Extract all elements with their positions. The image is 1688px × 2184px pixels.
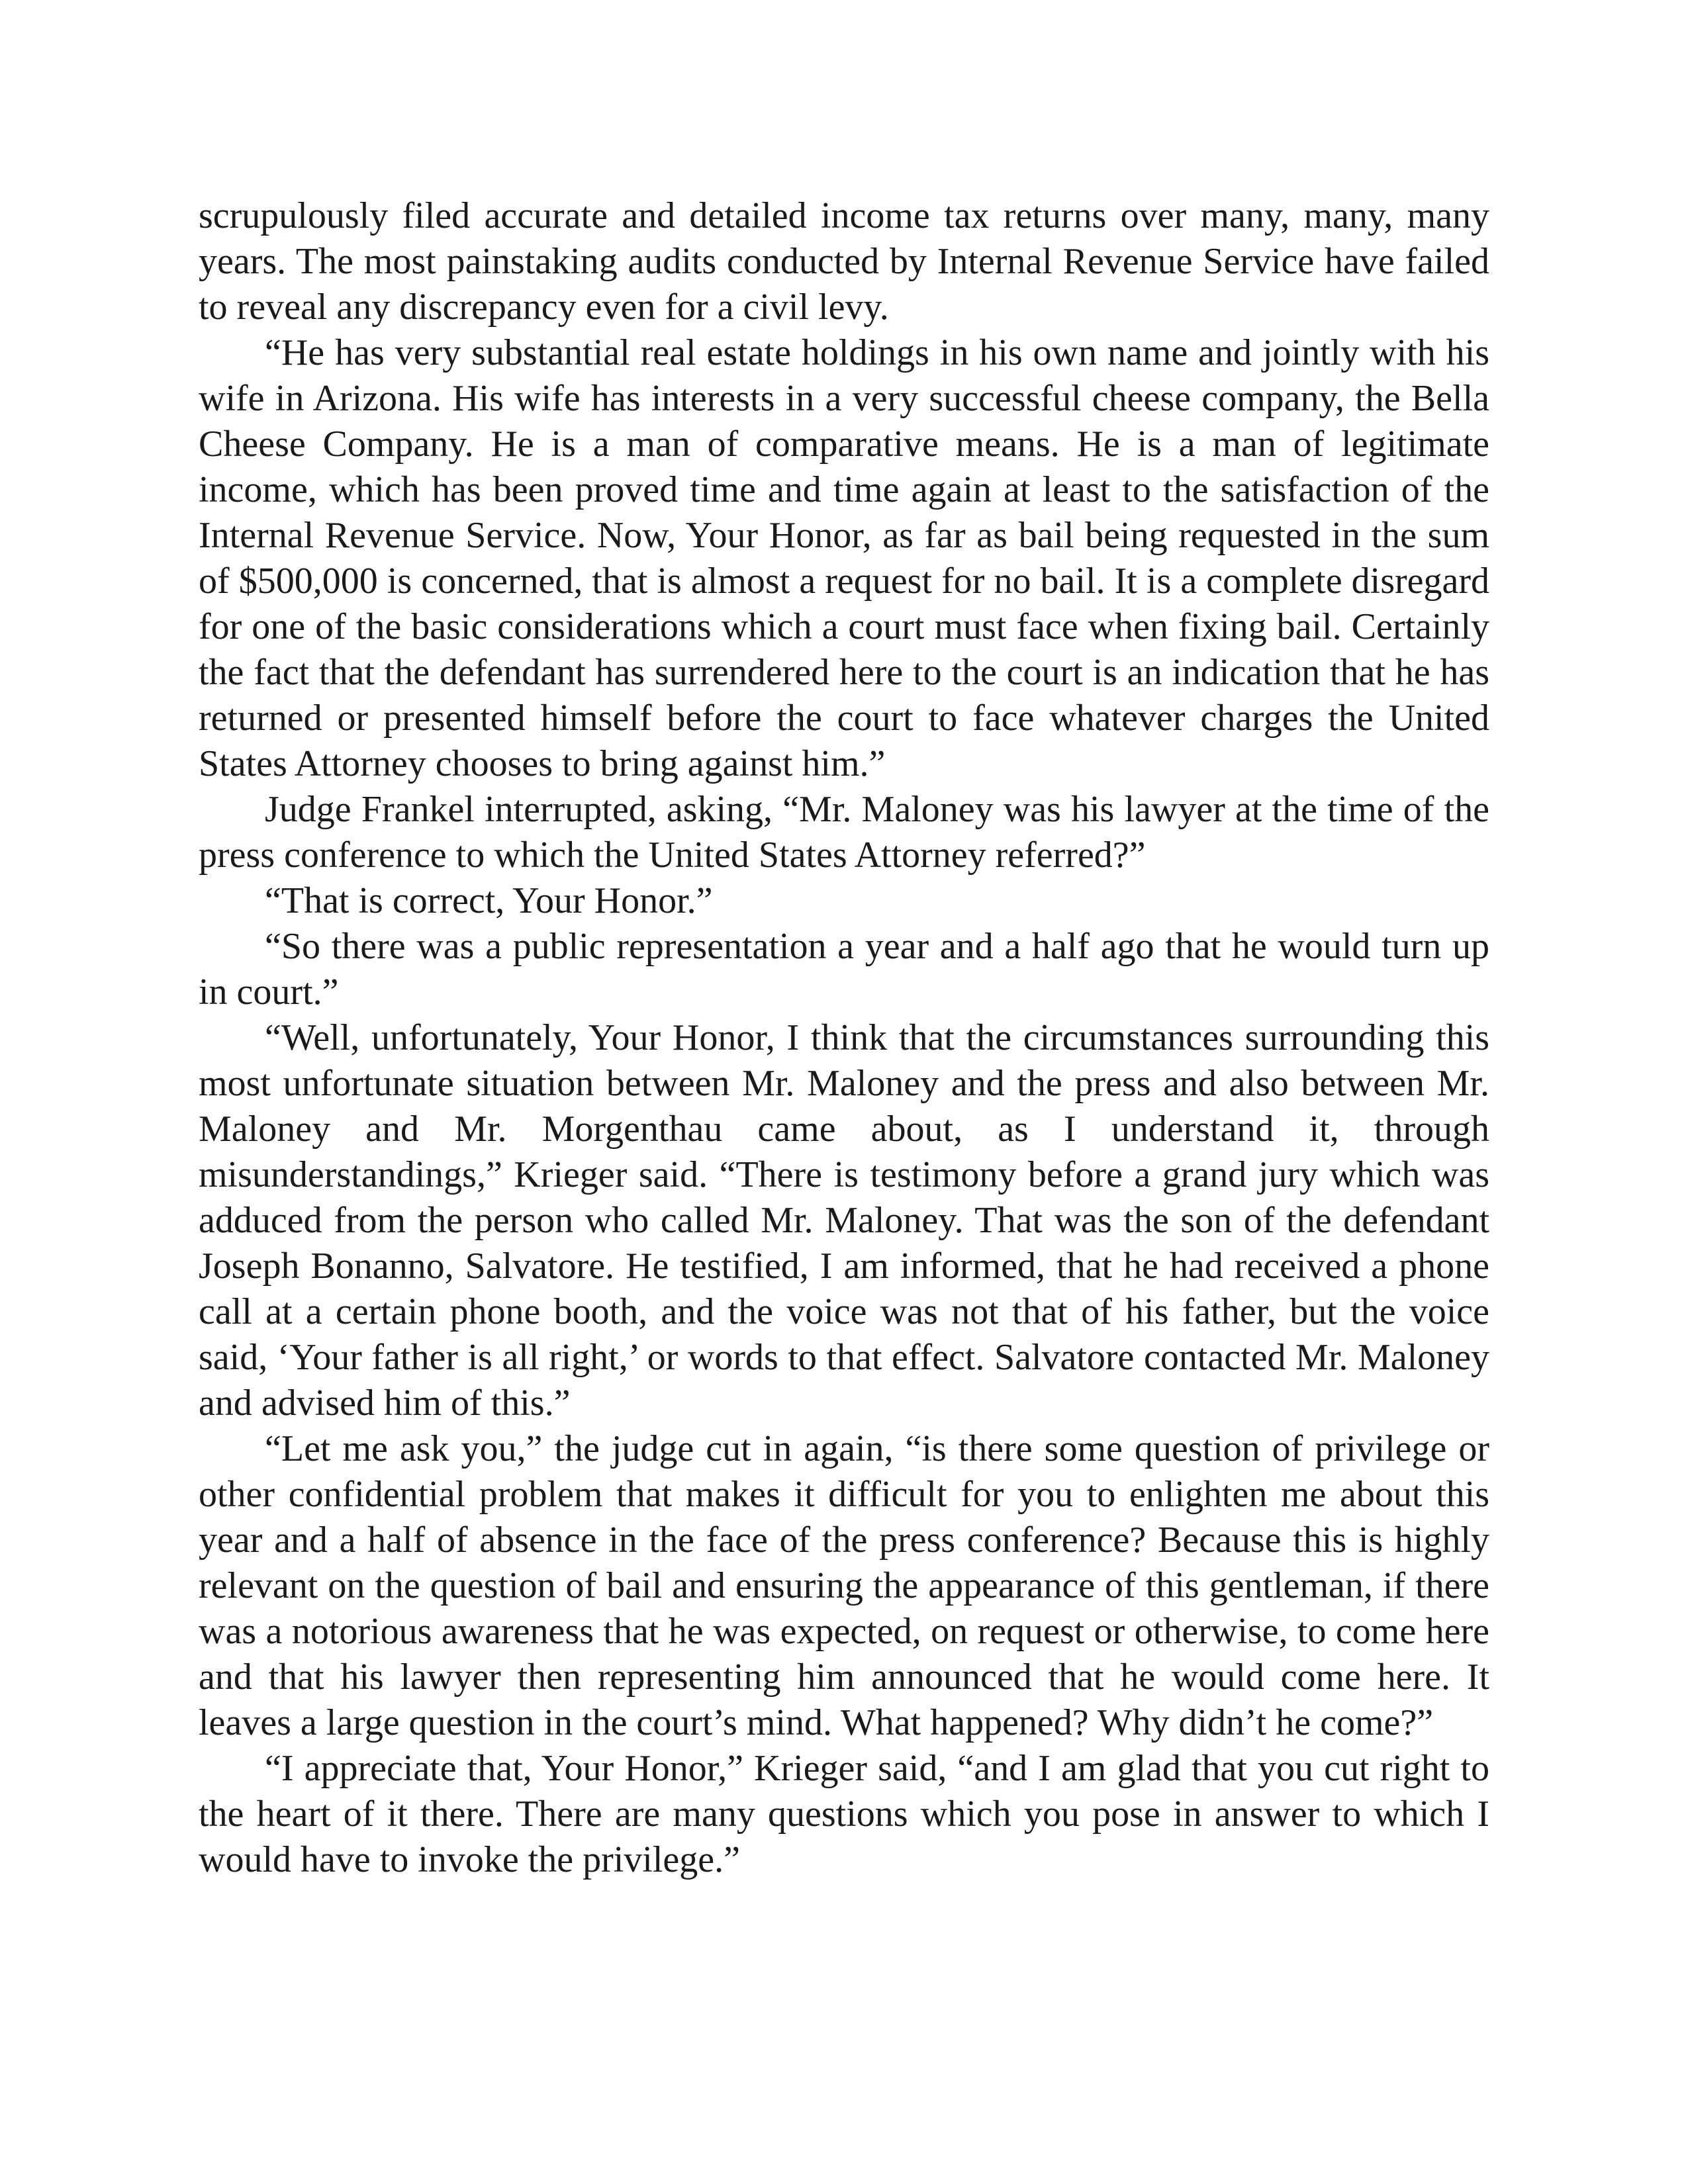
paragraph: “Let me ask you,” the judge cut in again, “is there some question of privilege or other confidential problem that makes it difficult for you to enlighten me about this year and a half of absence in the face of the press conference? Because this is highly relevant on the question of bail and ensuring the appearance of this gentleman, if there was a notorious awareness that he was expected, on request or otherwise, to come here and that his lawyer then representing him announced that he would come here. It leaves a large question in the court’s mind. What happened? Why didn’t he come?” [199, 1428, 1489, 1743]
paragraph: “He has very substantial real estate holdings in his own name and jointly with his wife in Arizona. His wife has interests in a very successful cheese company, the Bella Cheese Company. He is a man of comparative means. He is a man of legitimate income, which has been proved time and time again at least to the satisfaction of the Internal Revenue Service. Now, Your Honor, as far as bail being requested in the sum of $500,000 is concerned, that is almost a request for no bail. It is a complete disregard for one of the basic considerations which a court must face when fixing bail. Certainly the fact that the defendant has surrendered here to the court is an indication that he has returned or presented himself before the court to face whatever charges the United States Attorney chooses to bring against him.” [199, 332, 1489, 784]
paragraph: “Well, unfortunately, Your Honor, I think that the circumstances surrounding this most unfortunate situation between Mr. Maloney and the press and also between Mr. Maloney and Mr. Morgenthau came about, as I understand it, through misunderstandings,” Krieger said. “There is testimony before a grand jury which was adduced from the person who called Mr. Maloney. That was the son of the defendant Joseph Bonanno, Salvatore. He testified, I am informed, that he had received a phone call at a certain phone booth, and the voice was not that of his father, but the voice said, ‘Your father is all right,’ or words to that effect. Salvatore contacted Mr. Maloney and advised him of this.” [199, 1017, 1489, 1424]
paragraph: “That is correct, Your Honor.” [265, 880, 713, 921]
paragraph: “I appreciate that, Your Honor,” Krieger said, “and I am glad that you cut right to the heart of it there. There are many questions which you pose in answer to which I would have to invoke the privilege.” [199, 1748, 1489, 1880]
paragraph: Judge Frankel interrupted, asking, “Mr. Maloney was his lawyer at the time of the press conference to which the United States Attorney referred?” [199, 789, 1489, 876]
paragraph: “So there was a public representation a year and a half ago that he would turn up in court.” [199, 926, 1489, 1013]
document-page [199, 193, 1489, 1883]
paragraph: scrupulously filed accurate and detailed income tax returns over many, many, many years. The most painstaking audits conducted by Internal Revenue Service have failed to reveal any discrepancy even for a civil levy. [199, 195, 1489, 328]
